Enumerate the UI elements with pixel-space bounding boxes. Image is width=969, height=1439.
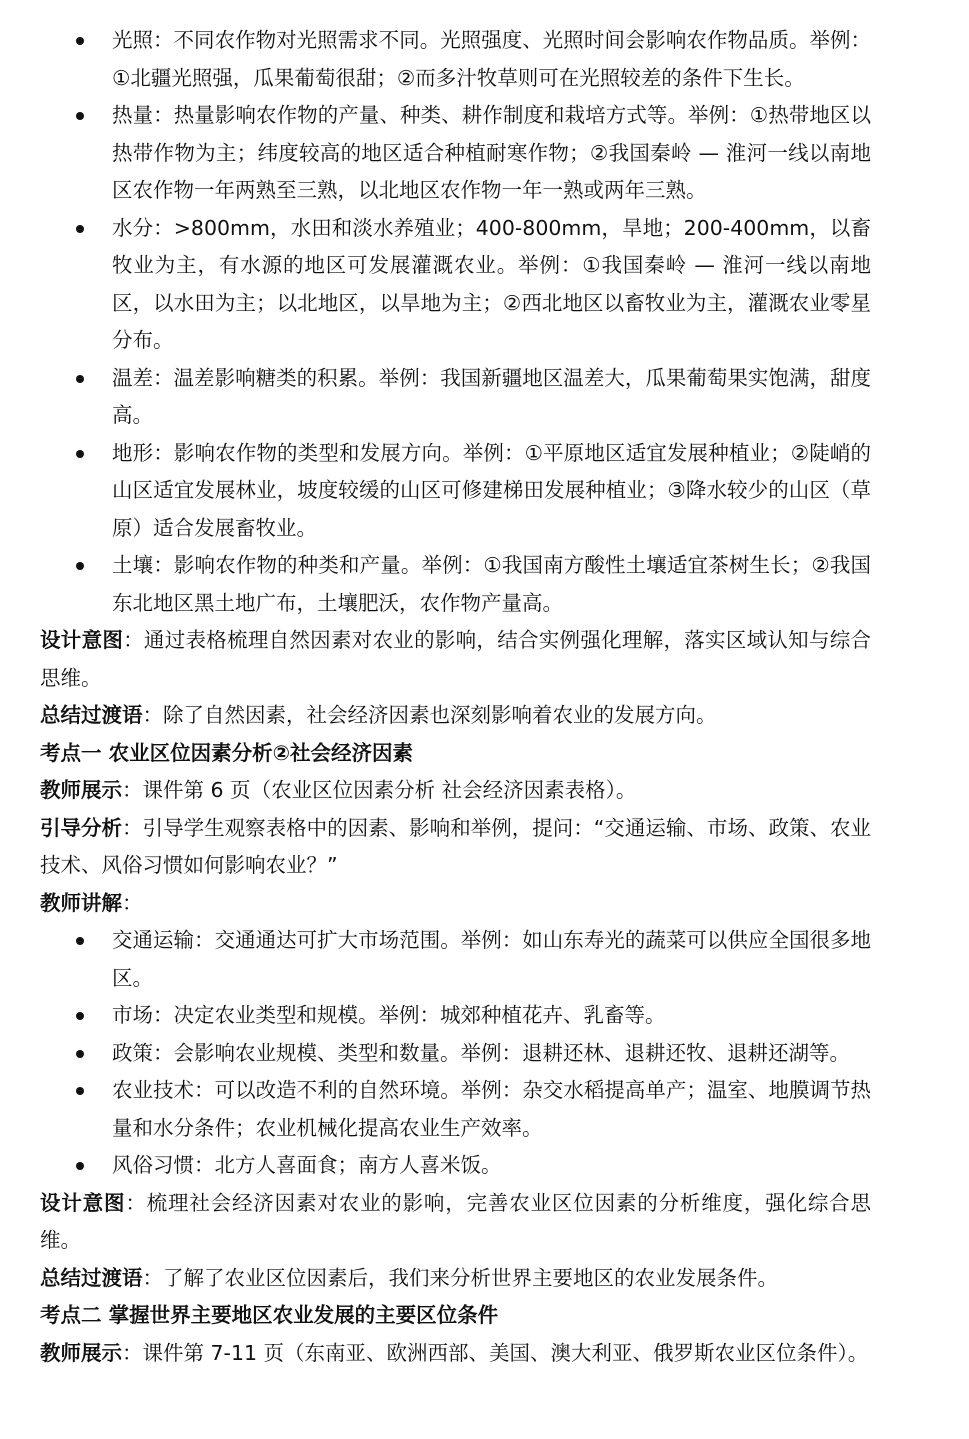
teacher-show-paragraph: 教师展示：课件第 6 页（农业区位因素分析 社会经济因素表格）。: [40, 778, 637, 802]
list-item: 土壤：影响农作物的种类和产量。举例：①我国南方酸性土壤适宜茶树生长；②我国东北地区黑土地广布，土壤肥沃，农作物产量高。: [40, 547, 871, 622]
social-factor-list: [40, 922, 871, 1185]
bullet-dot-icon: [76, 937, 84, 945]
guide-analysis-paragraph: 引导分析：引导学生观察表格中的因素、影响和举例，提问：“交通运输、市场、政策、农业技术、风俗习惯如何影响农业？”: [40, 815, 872, 877]
list-item: 热量：热量影响农作物的产量、种类、耕作制度和栽培方式等。举例：①热带地区以热带作物为主；纬度较高的地区适合种植耐寒作物；②我国秦岭 — 淮河一线以南地区农作物一年两熟至三熟，以北地区农作物一年一熟或两年三熟。: [40, 97, 871, 210]
design-intent-paragraph: 设计意图：通过表格梳理自然因素对农业的影响，结合实例强化理解，落实区域认知与综合思维。: [40, 628, 872, 690]
teacher-explain-paragraph: 教师讲解：: [40, 890, 143, 915]
bullet-dot-icon: [76, 112, 84, 120]
transition-paragraph: 总结过渡语：除了自然因素，社会经济因素也深刻影响着农业的发展方向。: [40, 703, 717, 727]
list-item: 农业技术：可以改造不利的自然环境。举例：杂交水稻提高单产；温室、地膜调节热量和水分条件；农业机械化提高农业生产效率。: [40, 1072, 871, 1147]
list-item: 地形：影响农作物的类型和发展方向。举例：①平原地区适宜发展种植业；②陡峭的山区适宜发展林业，坡度较缓的山区可修建梯田发展种植业；③降水较少的山区（草原）适合发展畜牧业。: [40, 435, 871, 548]
list-item: 光照：不同农作物对光照需求不同。光照强度、光照时间会影响农作物品质。举例：①北疆光照强，瓜果葡萄很甜；②而多汁牧草则可在光照较差的条件下生长。: [40, 22, 871, 97]
bullet-dot-icon: [76, 450, 84, 458]
list-item: 温差：温差影响糖类的积累。举例：我国新疆地区温差大，瓜果葡萄果实饱满，甜度高。: [40, 360, 871, 435]
bullet-dot-icon: [76, 37, 84, 45]
list-item: 政策：会影响农业规模、类型和数量。举例：退耕还林、退耕还牧、退耕还湖等。: [40, 1035, 871, 1073]
bullet-dot-icon: [76, 1012, 84, 1020]
bullet-dot-icon: [76, 375, 84, 383]
bullet-dot-icon: [76, 225, 84, 233]
list-item: 市场：决定农业类型和规模。举例：城郊种植花卉、乳畜等。: [40, 997, 871, 1035]
list-item: 风俗习惯：北方人喜面食；南方人喜米饭。: [40, 1147, 871, 1185]
bullet-dot-icon: [76, 562, 84, 570]
natural-factor-list: [40, 22, 871, 622]
teacher-show-paragraph: 教师展示：课件第 7-11 页（东南亚、欧洲西部、美国、澳大利亚、俄罗斯农业区位条件）。: [40, 1340, 869, 1365]
section-heading: 考点二 掌握世界主要地区农业发展的主要区位条件: [40, 1303, 499, 1327]
bullet-dot-icon: [76, 1087, 84, 1095]
list-item: 交通运输：交通通达可扩大市场范围。举例：如山东寿光的蔬菜可以供应全国很多地区。: [40, 922, 871, 997]
bullet-dot-icon: [76, 1050, 84, 1058]
design-intent-paragraph: 设计意图：梳理社会经济因素对农业的影响，完善农业区位因素的分析维度，强化综合思维。: [40, 1190, 872, 1252]
list-item: 水分：>800mm，水田和淡水养殖业；400-800mm，旱地；200-400mm，以畜牧业为主，有水源的地区可发展灌溉农业。举例：①我国秦岭 — 淮河一线以南地区，以水田为主；以北地区，以旱地为主；②西北地区以畜牧业为主，灌溉农业零星分布。: [40, 210, 871, 360]
section-heading: 考点一 农业区位因素分析②社会经济因素: [40, 740, 413, 765]
bullet-dot-icon: [76, 1162, 84, 1170]
transition-paragraph: 总结过渡语：了解了农业区位因素后，我们来分析世界主要地区的农业发展条件。: [40, 1265, 778, 1290]
